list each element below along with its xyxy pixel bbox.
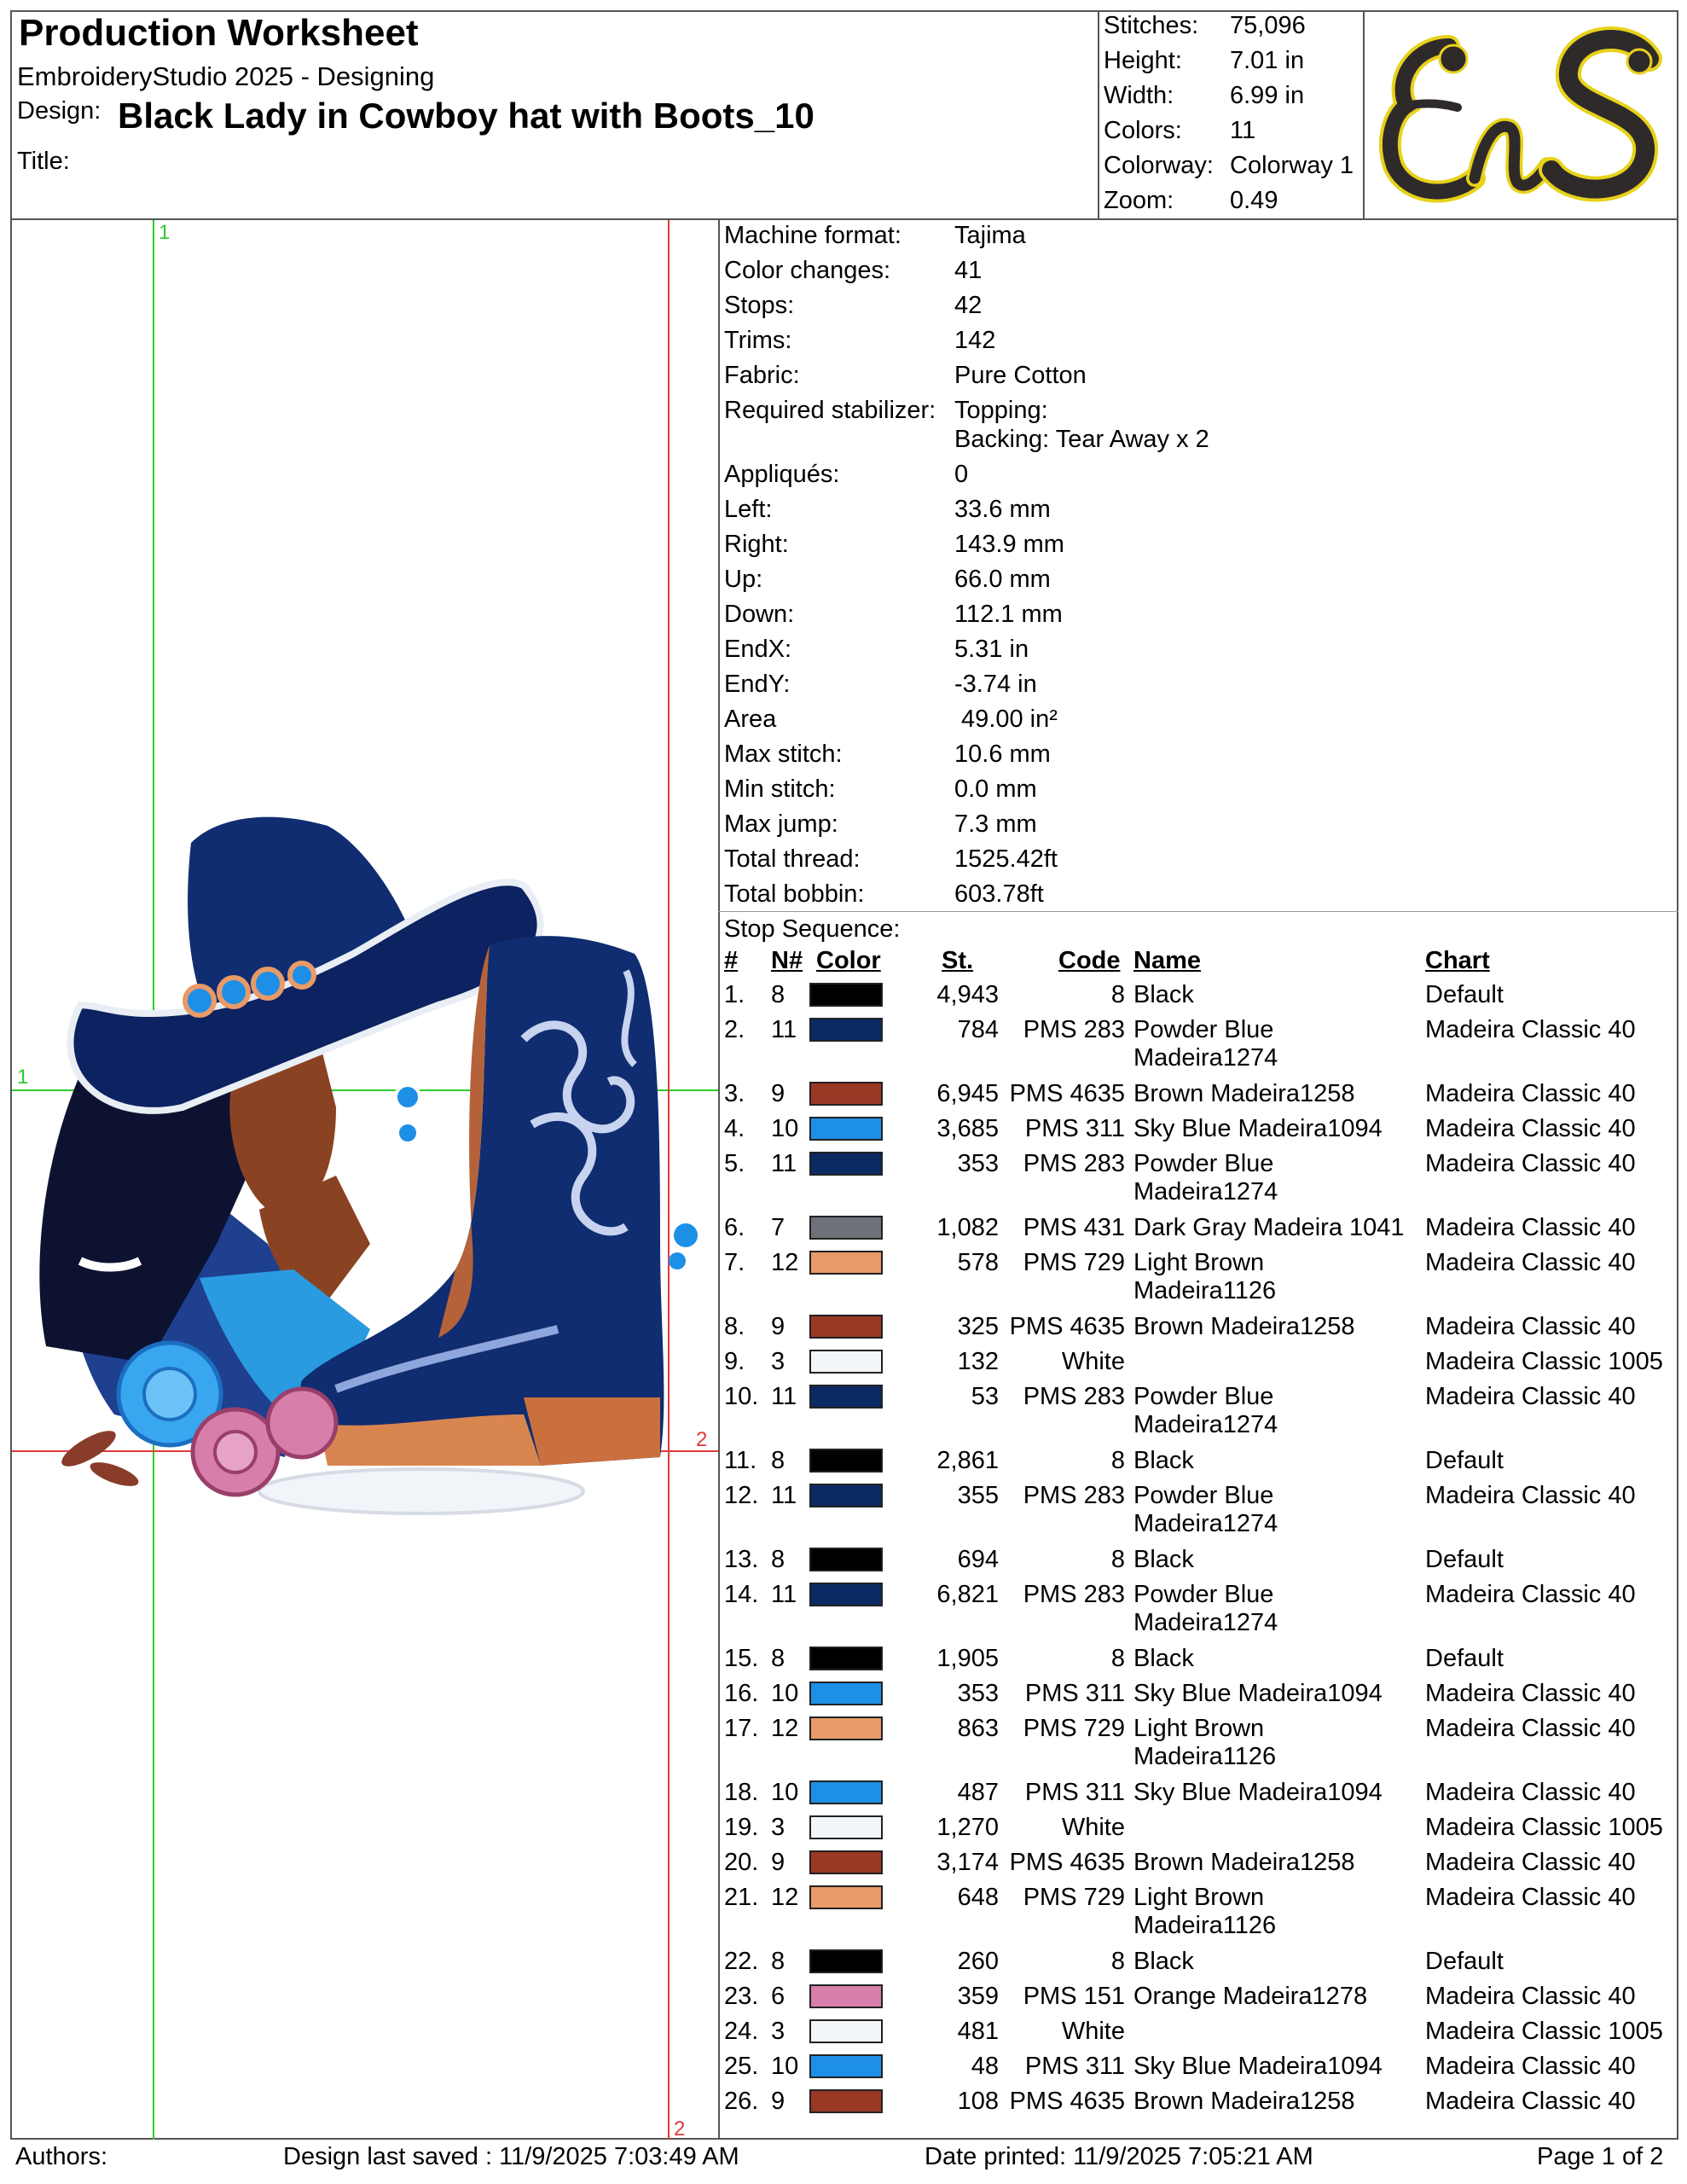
thread-name: Brown Madeira1258 [1133, 2088, 1355, 2115]
thread-name: Powder Blue [1133, 1581, 1274, 1608]
needle-number: 11 [771, 1016, 797, 1043]
stitch-count: 1,905 [936, 1645, 999, 1672]
stitch-count: 132 [957, 1348, 999, 1375]
color-swatch [809, 1152, 883, 1176]
stitch-count: 4,943 [936, 981, 999, 1008]
thread-code: White [1061, 1348, 1125, 1375]
row-number: 11. [724, 1447, 757, 1474]
thread-name: Sky Blue Madeira1094 [1133, 1779, 1383, 1806]
needle-number: 12 [771, 1715, 799, 1742]
info-value: 42 [954, 292, 983, 319]
info-value: 142 [954, 327, 996, 354]
info-value: 10.6 mm [954, 741, 1051, 768]
row-number: 20. [724, 1849, 759, 1876]
stitch-count: 359 [957, 1983, 999, 2010]
needle-number: 8 [771, 1546, 786, 1573]
thread-code: PMS 311 [1024, 1680, 1125, 1707]
needle-number: 8 [771, 1645, 786, 1672]
color-swatch [809, 1117, 883, 1141]
info-label: Right: [724, 531, 789, 558]
title-label: Title: [17, 148, 70, 175]
thread-chart: Madeira Classic 40 [1425, 1016, 1636, 1043]
thread-name: Brown Madeira1258 [1133, 1080, 1355, 1107]
needle-number: 11 [771, 1581, 797, 1608]
thread-name: Powder Blue [1133, 1482, 1274, 1509]
thread-code: 8 [1110, 1645, 1125, 1672]
row-number: 7. [724, 1249, 745, 1276]
stat-value: Colorway 1 [1230, 152, 1354, 179]
thread-code: PMS 283 [1023, 1581, 1125, 1608]
thread-code: PMS 283 [1023, 1016, 1125, 1043]
thread-chart: Madeira Classic 40 [1425, 1115, 1636, 1142]
color-swatch [809, 1850, 883, 1874]
stitch-count: 325 [957, 1313, 999, 1340]
stitch-count: 355 [957, 1482, 999, 1509]
thread-name: Light Brown [1133, 1715, 1265, 1742]
thread-chart: Madeira Classic 40 [1425, 1249, 1636, 1276]
row-number: 2. [724, 1016, 745, 1043]
thread-chart: Default [1425, 1447, 1504, 1474]
ens-logo [1368, 12, 1677, 210]
thread-name: Brown Madeira1258 [1133, 1313, 1355, 1340]
color-swatch [809, 2089, 883, 2113]
needle-number: 12 [771, 1249, 799, 1276]
needle-number: 10 [771, 1115, 799, 1142]
info-label: Color changes: [724, 257, 891, 284]
color-swatch [809, 1484, 883, 1507]
needle-number: 11 [771, 1150, 797, 1177]
info-value: Tajima [954, 222, 1026, 249]
info-label: Trims: [724, 327, 792, 354]
row-number: 16. [724, 1680, 759, 1707]
col-header-num: # [724, 947, 739, 974]
stat-label: Height: [1104, 47, 1182, 74]
col-header-n: N# [771, 947, 803, 974]
info-label: Min stitch: [724, 775, 836, 803]
stitch-count: 353 [957, 1680, 999, 1707]
thread-name: Orange Madeira1278 [1133, 1983, 1368, 2010]
thread-code: 8 [1110, 1948, 1125, 1975]
col-header-name: Name [1133, 947, 1201, 974]
thread-chart: Madeira Classic 40 [1425, 1150, 1636, 1177]
footer-authors: Authors: [15, 2143, 107, 2170]
stop-sequence-title: Stop Sequence: [724, 915, 901, 943]
info-value: Topping: [954, 397, 1048, 424]
thread-code: 8 [1110, 1546, 1125, 1573]
thread-name: Powder Blue [1133, 1016, 1274, 1043]
stitch-count: 1,270 [936, 1814, 999, 1841]
needle-number: 6 [771, 1983, 786, 2010]
info-label: Required stabilizer: [724, 397, 936, 424]
needle-number: 9 [771, 1080, 786, 1107]
needle-number: 10 [771, 2053, 799, 2080]
info-value: 603.78ft [954, 880, 1044, 908]
color-swatch [809, 1647, 883, 1670]
row-number: 21. [724, 1884, 759, 1911]
row-number: 25. [724, 2053, 759, 2080]
row-number: 5. [724, 1150, 745, 1177]
thread-code: 8 [1110, 981, 1125, 1008]
col-header-st: St. [942, 947, 974, 974]
info-value: 0 [954, 461, 969, 488]
needle-number: 9 [771, 1313, 786, 1340]
needle-number: 8 [771, 981, 786, 1008]
info-value: 143.9 mm [954, 531, 1064, 558]
needle-number: 11 [771, 1482, 797, 1509]
row-number: 18. [724, 1779, 759, 1806]
thread-name: Sky Blue Madeira1094 [1133, 1680, 1383, 1707]
guide-marker-1: 1 [159, 221, 171, 244]
thread-name: Light Brown [1133, 1249, 1265, 1276]
logo-divider [1363, 10, 1365, 220]
footer-date-printed: Date printed: 11/9/2025 7:05:21 AM [925, 2143, 1313, 2170]
stitch-count: 6,945 [936, 1080, 999, 1107]
row-number: 24. [724, 2018, 759, 2045]
row-number: 17. [724, 1715, 759, 1742]
row-number: 8. [724, 1313, 745, 1340]
info-value: 112.1 mm [954, 601, 1063, 628]
stat-value: 0.49 [1230, 187, 1278, 214]
color-swatch [809, 1583, 883, 1606]
thread-code: PMS 4635 [1009, 1313, 1125, 1340]
stat-value: 7.01 in [1230, 47, 1305, 74]
thread-chart: Madeira Classic 1005 [1425, 1348, 1663, 1375]
row-number: 22. [724, 1948, 759, 1975]
thread-code: PMS 729 [1023, 1715, 1125, 1742]
stitch-count: 694 [957, 1546, 999, 1573]
row-number: 3. [724, 1080, 745, 1107]
thread-chart: Madeira Classic 40 [1425, 1581, 1636, 1608]
info-label: Left: [724, 496, 773, 523]
stitch-count: 108 [957, 2088, 999, 2115]
needle-number: 3 [771, 2018, 786, 2045]
thread-code: PMS 311 [1024, 2053, 1125, 2080]
footer-page-number: Page 1 of 2 [1537, 2143, 1664, 2170]
color-swatch [809, 1682, 883, 1705]
info-value: 33.6 mm [954, 496, 1051, 523]
info-label: Appliqués: [724, 461, 840, 488]
stitch-count: 578 [957, 1249, 999, 1276]
color-swatch [809, 1548, 883, 1571]
needle-number: 7 [771, 1214, 786, 1241]
stat-label: Colors: [1104, 117, 1182, 144]
thread-name: Black [1133, 1948, 1194, 1975]
thread-code: PMS 729 [1023, 1249, 1125, 1276]
stitch-count: 3,685 [936, 1115, 999, 1142]
stitch-count: 487 [957, 1779, 999, 1806]
color-swatch [809, 1815, 883, 1839]
stitch-count: 863 [957, 1715, 999, 1742]
needle-number: 9 [771, 1849, 786, 1876]
needle-number: 10 [771, 1680, 799, 1707]
color-swatch [809, 1949, 883, 1973]
thread-code: PMS 431 [1023, 1214, 1125, 1241]
thread-chart: Madeira Classic 40 [1425, 1313, 1636, 1340]
info-label: Area [724, 706, 777, 733]
color-swatch [809, 1385, 883, 1409]
row-number: 14. [724, 1581, 759, 1608]
stat-label: Colorway: [1104, 152, 1214, 179]
thread-name: Black [1133, 1645, 1194, 1672]
page-border-right [1677, 10, 1678, 2138]
stat-label: Stitches: [1104, 12, 1199, 39]
thread-name-line2: Madeira1274 [1133, 1044, 1278, 1072]
row-number: 1. [724, 981, 745, 1008]
color-swatch [809, 1716, 883, 1740]
info-value: Pure Cotton [954, 362, 1087, 389]
color-swatch [809, 1780, 883, 1804]
stat-label: Width: [1104, 82, 1174, 109]
info-label: Total bobbin: [724, 880, 865, 908]
design-info-divider [718, 218, 720, 2140]
info-label: EndY: [724, 671, 791, 698]
info-label: Total thread: [724, 845, 861, 873]
stat-value: 6.99 in [1230, 82, 1305, 109]
design-name: Black Lady in Cowboy hat with Boots_10 [118, 96, 815, 136]
thread-code: PMS 283 [1023, 1383, 1125, 1410]
needle-number: 8 [771, 1948, 786, 1975]
info-value: 5.31 in [954, 636, 1029, 663]
info-label: Max stitch: [724, 741, 843, 768]
thread-name: Powder Blue [1133, 1150, 1274, 1177]
design-label: Design: [17, 97, 101, 125]
col-header-color: Color [816, 947, 881, 974]
thread-chart: Default [1425, 1546, 1504, 1573]
info-value: 7.3 mm [954, 810, 1037, 838]
color-swatch [809, 983, 883, 1007]
needle-number: 9 [771, 2088, 786, 2115]
color-swatch [809, 1984, 883, 2008]
info-label: Machine format: [724, 222, 901, 249]
thread-chart: Madeira Classic 40 [1425, 1482, 1636, 1509]
thread-chart: Default [1425, 981, 1504, 1008]
color-swatch [809, 1082, 883, 1106]
thread-name: Brown Madeira1258 [1133, 1849, 1355, 1876]
info-value: -3.74 in [954, 671, 1037, 698]
row-number: 12. [724, 1482, 759, 1509]
info-value: 1525.42ft [954, 845, 1058, 873]
needle-number: 3 [771, 1814, 786, 1841]
thread-name-line2: Madeira1274 [1133, 1510, 1278, 1537]
info-value-backing: Backing: Tear Away x 2 [954, 426, 1209, 453]
stat-value: 11 [1230, 117, 1256, 144]
thread-name: Black [1133, 1447, 1194, 1474]
thread-code: White [1061, 1814, 1125, 1841]
color-swatch [809, 2054, 883, 2078]
thread-chart: Madeira Classic 40 [1425, 1383, 1636, 1410]
needle-number: 8 [771, 1447, 786, 1474]
design-preview [12, 220, 718, 2140]
stats-divider [1098, 10, 1099, 220]
thread-name: Sky Blue Madeira1094 [1133, 1115, 1383, 1142]
color-swatch [809, 2019, 883, 2043]
thread-name-line2: Madeira1126 [1133, 1277, 1277, 1304]
color-swatch [809, 1350, 883, 1374]
info-label: Fabric: [724, 362, 800, 389]
needle-number: 11 [771, 1383, 797, 1410]
thread-chart: Madeira Classic 40 [1425, 1214, 1636, 1241]
stitch-count: 48 [971, 2053, 999, 2080]
color-swatch [809, 1251, 883, 1275]
stat-value: 75,096 [1230, 12, 1306, 39]
info-label: Up: [724, 566, 763, 593]
thread-chart: Madeira Classic 40 [1425, 1983, 1636, 2010]
thread-name-line2: Madeira1126 [1133, 1743, 1277, 1770]
row-number: 13. [724, 1546, 759, 1573]
info-value: 41 [954, 257, 983, 284]
stitch-count: 260 [957, 1948, 999, 1975]
thread-name: Black [1133, 981, 1194, 1008]
thread-chart: Madeira Classic 40 [1425, 2053, 1636, 2080]
info-label: Stops: [724, 292, 795, 319]
thread-name-line2: Madeira1274 [1133, 1411, 1278, 1438]
thread-chart: Default [1425, 1948, 1504, 1975]
thread-code: PMS 283 [1023, 1482, 1125, 1509]
color-swatch [809, 1885, 883, 1909]
row-number: 26. [724, 2088, 759, 2115]
needle-number: 10 [771, 1779, 799, 1806]
info-value: 0.0 mm [954, 775, 1037, 803]
row-number: 4. [724, 1115, 745, 1142]
thread-code: 8 [1110, 1447, 1125, 1474]
thread-code: White [1061, 2018, 1125, 2045]
thread-name: Powder Blue [1133, 1383, 1274, 1410]
thread-code: PMS 151 [1023, 1983, 1125, 2010]
embroidery-preview [12, 220, 718, 2140]
stitch-count: 784 [957, 1016, 999, 1043]
thread-name: Sky Blue Madeira1094 [1133, 2053, 1383, 2080]
thread-code: PMS 4635 [1009, 1849, 1125, 1876]
thread-chart: Madeira Classic 40 [1425, 1680, 1636, 1707]
info-label: Down: [724, 601, 795, 628]
thread-chart: Default [1425, 1645, 1504, 1672]
worksheet-title: Production Worksheet [19, 12, 419, 54]
stitch-count: 481 [957, 2018, 999, 2045]
thread-chart: Madeira Classic 1005 [1425, 1814, 1663, 1841]
thread-code: PMS 311 [1024, 1115, 1125, 1142]
thread-name: Black [1133, 1546, 1194, 1573]
software-name: EmbroideryStudio 2025 - Designing [17, 61, 435, 91]
thread-chart: Madeira Classic 1005 [1425, 2018, 1663, 2045]
row-number: 6. [724, 1214, 745, 1241]
color-swatch [809, 1315, 883, 1339]
color-swatch [809, 1018, 883, 1042]
thread-chart: Madeira Classic 40 [1425, 2088, 1636, 2115]
thread-code: PMS 283 [1023, 1150, 1125, 1177]
stitch-count: 1,082 [936, 1214, 999, 1241]
info-label: EndX: [724, 636, 791, 663]
row-number: 15. [724, 1645, 759, 1672]
thread-name: Dark Gray Madeira 1041 [1133, 1214, 1405, 1241]
thread-chart: Madeira Classic 40 [1425, 1715, 1636, 1742]
row-number: 9. [724, 1348, 745, 1375]
stat-label: Zoom: [1104, 187, 1174, 214]
stitch-count: 3,174 [936, 1849, 999, 1876]
thread-name: Light Brown [1133, 1884, 1265, 1911]
thread-code: PMS 4635 [1009, 1080, 1125, 1107]
thread-code: PMS 729 [1023, 1884, 1125, 1911]
row-number: 19. [724, 1814, 759, 1841]
thread-chart: Madeira Classic 40 [1425, 1849, 1636, 1876]
stitch-count: 53 [971, 1383, 999, 1410]
info-label: Max jump: [724, 810, 838, 838]
needle-number: 3 [771, 1348, 786, 1375]
needle-number: 12 [771, 1884, 799, 1911]
thread-code: PMS 4635 [1009, 2088, 1125, 2115]
thread-chart: Madeira Classic 40 [1425, 1779, 1636, 1806]
color-swatch [809, 1216, 883, 1240]
info-value: 49.00 in² [954, 706, 1058, 733]
thread-chart: Madeira Classic 40 [1425, 1080, 1636, 1107]
col-header-code: Code [1058, 947, 1121, 974]
row-number: 23. [724, 1983, 759, 2010]
thread-code: PMS 311 [1024, 1779, 1125, 1806]
footer-last-saved: Design last saved : 11/9/2025 7:03:49 AM [283, 2143, 739, 2170]
guide-marker-2-right: 2 [696, 1428, 708, 1451]
thread-chart: Madeira Classic 40 [1425, 1884, 1636, 1911]
color-swatch [809, 1449, 883, 1472]
thread-name-line2: Madeira1274 [1133, 1609, 1278, 1636]
guide-marker-1-left: 1 [17, 1066, 29, 1089]
stitch-count: 2,861 [936, 1447, 999, 1474]
thread-name-line2: Madeira1126 [1133, 1912, 1277, 1939]
thread-name-line2: Madeira1274 [1133, 1178, 1278, 1205]
info-value: 66.0 mm [954, 566, 1051, 593]
stitch-count: 353 [957, 1150, 999, 1177]
logo-graphic [1368, 12, 1677, 210]
stitch-count: 648 [957, 1884, 999, 1911]
guide-marker-2-bottom: 2 [674, 2117, 686, 2140]
stitch-count: 6,821 [936, 1581, 999, 1608]
col-header-chart: Chart [1425, 947, 1490, 974]
row-number: 10. [724, 1383, 759, 1410]
